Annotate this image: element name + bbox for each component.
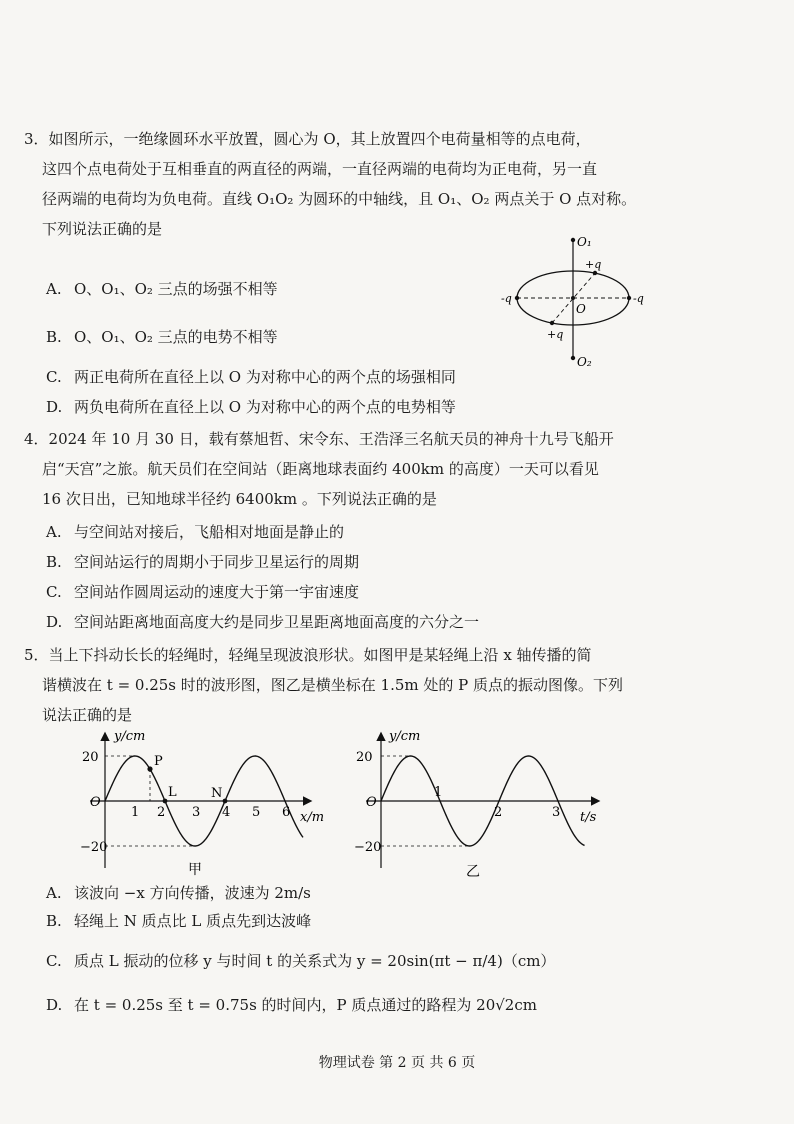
q3-line-1: 3．如图所示，一绝缘圆环水平放置，圆心为 O，其上放置四个电荷量相等的点电荷， [24, 130, 591, 148]
x-axis-label: x/m [300, 810, 325, 825]
label-minus-q-right: -q [633, 292, 644, 305]
y-axis-label: y/cm [389, 729, 421, 744]
q3-option-b[interactable]: B. O、O₁、O₂ 三点的电势不相等 [46, 328, 278, 346]
x-tick-4: 4 [222, 805, 231, 820]
q5-line-2: 谐横波在 t = 0.25s 时的波形图，图乙是横坐标在 1.5m 处的 P 质点的振动图像。下列 [42, 676, 624, 694]
label-o: O [576, 302, 586, 316]
ring-charges-figure [500, 230, 660, 370]
question-4 [24, 424, 774, 514]
q4-option-b[interactable]: B. 空间站运行的周期小于同步卫星运行的周期 [46, 553, 360, 571]
question-3 [24, 124, 774, 244]
q3-line-3: 径两端的电荷均为负电荷。直线 O₁O₂ 为圆环的中轴线，且 O₁、O₂ 两点关于 O 点对称。 [42, 190, 637, 208]
q5-option-d[interactable]: D. 在 t = 0.25s 至 t = 0.75s 的时间内，P 质点通过的路程为 20√2cm [46, 996, 537, 1014]
point-n [223, 799, 228, 804]
origin-label: O [366, 795, 377, 810]
x-tick-1: 1 [131, 805, 140, 820]
x-tick-2: 2 [157, 805, 166, 820]
t-tick-3: 3 [552, 805, 561, 820]
label-o2: O₂ [577, 355, 592, 369]
t-axis-label: t/s [580, 810, 597, 825]
origin-label: O [90, 795, 101, 810]
q4-line-2: 启“天宫”之旅。航天员们在空间站（距离地球表面约 400km 的高度）一天可以看见 [42, 460, 599, 478]
point-o2 [571, 356, 575, 360]
y-axis-label: y/cm [114, 729, 146, 744]
q5-option-a[interactable]: A. 该波向 −x 方向传播，波速为 2m/s [46, 884, 311, 902]
label-plus-q-bottom: +q [547, 328, 564, 341]
q5-line-3: 说法正确的是 [42, 706, 133, 724]
point-l [163, 799, 168, 804]
q3-option-d[interactable]: D. 两负电荷所在直径上以 O 为对称中心的两个点的电势相等 [46, 398, 456, 416]
q3-option-c[interactable]: C. 两正电荷所在直径上以 O 为对称中心的两个点的场强相同 [46, 368, 456, 386]
q4-option-d[interactable]: D. 空间站距离地面高度大约是同步卫星距离地面高度的六分之一 [46, 613, 480, 631]
q3-line-2: 这四个点电荷处于互相垂直的两直径的两端，一直径两端的电荷均为正电荷，另一直 [42, 160, 598, 178]
page-footer: 物理试卷 第 2 页 共 6 页 [318, 1055, 476, 1071]
y-tick-20: 20 [82, 750, 99, 765]
charge-right [627, 296, 631, 300]
y-tick-20: 20 [356, 750, 373, 765]
label-p: P [154, 754, 163, 769]
x-tick-6: 6 [282, 805, 291, 820]
q5-option-b[interactable]: B. 轻绳上 N 质点比 L 质点先到达波峰 [46, 912, 312, 930]
point-o1 [571, 238, 575, 242]
q4-line-1: 4．2024 年 10 月 30 日，载有蔡旭哲、宋令东、王浩泽三名航天员的神舟十九号飞船开 [24, 430, 614, 448]
q4-option-a[interactable]: A. 与空间站对接后，飞船相对地面是静止的 [46, 523, 345, 541]
t-tick-2: 2 [494, 805, 503, 820]
vibration-graph-yi [348, 728, 608, 878]
y-tick-neg20: −20 [80, 840, 108, 855]
q5-line-1: 5．当上下抖动长长的轻绳时，轻绳呈现波浪形状。如图甲是某轻绳上沿 x 轴传播的简 [24, 646, 592, 664]
q3-option-a[interactable]: A. O、O₁、O₂ 三点的场强不相等 [46, 280, 278, 298]
label-plus-q-top: +q [585, 258, 602, 271]
charge-bottom [550, 321, 554, 325]
label-n: N [211, 786, 223, 801]
label-l: L [168, 785, 177, 800]
q3-line-4: 下列说法正确的是 [42, 220, 163, 238]
q4-option-c[interactable]: C. 空间站作圆周运动的速度大于第一宇宙速度 [46, 583, 360, 601]
charge-left [515, 296, 519, 300]
caption-jia: 甲 [188, 862, 202, 878]
y-tick-neg20: −20 [354, 840, 382, 855]
charge-top [593, 271, 597, 275]
question-5 [24, 640, 774, 730]
x-tick-5: 5 [252, 805, 261, 820]
label-o1: O₁ [577, 235, 592, 249]
wave-graph-jia [80, 728, 340, 878]
x-tick-3: 3 [192, 805, 201, 820]
point-o [571, 296, 575, 300]
point-p [147, 766, 152, 771]
q5-option-c[interactable]: C. 质点 L 振动的位移 y 与时间 t 的关系式为 y = 20sin(πt − π/4)（cm） [46, 952, 556, 970]
t-tick-1: 1 [434, 785, 443, 800]
q4-line-3: 16 次日出，已知地球半径约 6400km 。下列说法正确的是 [42, 490, 437, 508]
caption-yi: 乙 [466, 864, 480, 878]
label-minus-q-left: -q [501, 292, 512, 305]
